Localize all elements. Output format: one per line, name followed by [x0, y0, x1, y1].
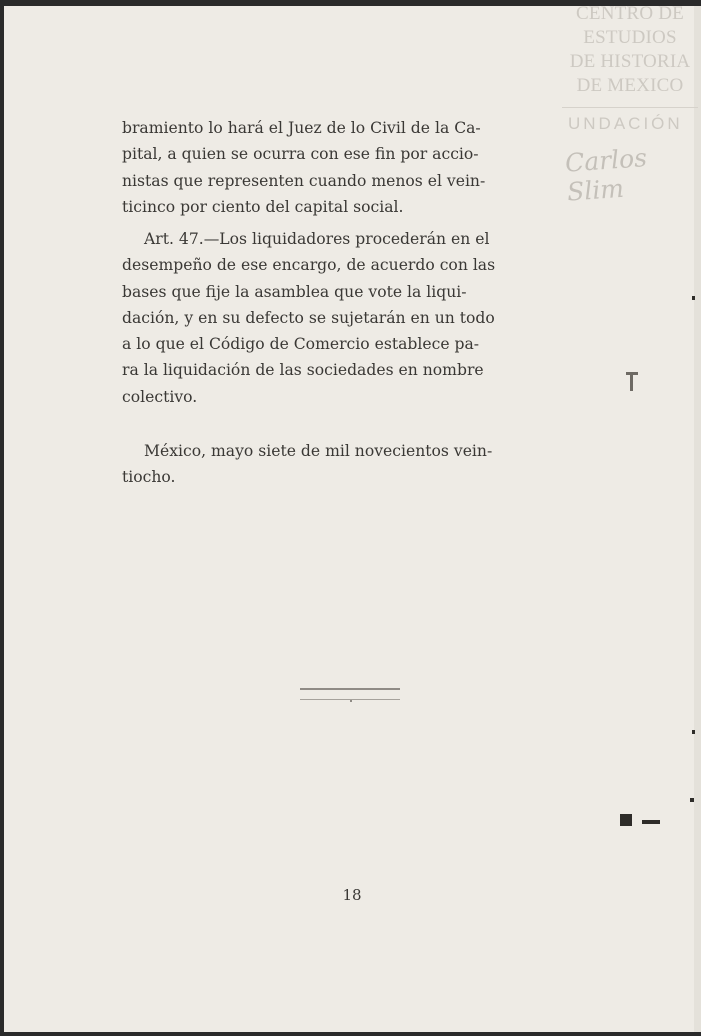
scan-artifact [692, 296, 695, 300]
watermark-line: DE HISTORIA [569, 51, 691, 72]
watermark-signature: Carlos Slim [564, 143, 648, 207]
scan-artifact [692, 730, 695, 734]
text-line: a lo que el Código de Comercio establece pa- [122, 335, 480, 354]
watermark-divider [562, 107, 698, 108]
scan-artifact [630, 375, 633, 391]
scan-artifact [690, 798, 694, 802]
text-line: nistas que representen cuando menos el vein- [122, 171, 486, 190]
text-line: ticinco por ciento del capital social. [122, 197, 404, 216]
text-line: colectivo. [122, 387, 198, 406]
text-line: desempeño de ese encargo, de acuerdo con las [122, 256, 496, 275]
scan-artifact [620, 814, 632, 826]
text-line: Art. 47.—Los liquidadores procederán en el [144, 230, 490, 248]
archive-watermark [560, 2, 700, 98]
watermark-line: DE MEXICO [576, 75, 684, 96]
paragraph-article-47 [122, 226, 582, 410]
text-line: dación, y en su defecto se sujetarán en un todo [122, 308, 495, 327]
text-line: México, mayo siete de mil novecientos vein- [144, 442, 493, 460]
watermark-line: CENTRO DE [576, 3, 684, 24]
section-divider-ornament [300, 688, 400, 700]
paragraph-continuation [122, 115, 582, 220]
watermark-foundation: UNDACIÓN [568, 114, 683, 133]
text-line: bases que fije la asamblea que vote la liqui- [122, 282, 467, 301]
text-line: pital, a quien se ocurra con ese fin por accio- [122, 145, 479, 164]
paragraph-date [122, 438, 582, 491]
page-number: 18 [342, 886, 362, 904]
text-line: tiocho. [122, 468, 176, 487]
bleed-through-text [130, 560, 135, 586]
ornament-dot [350, 700, 352, 702]
text-line: ra la liquidación de las sociedades en nombre [122, 361, 484, 380]
scan-artifact [642, 820, 660, 824]
text-line: bramiento lo hará el Juez de lo Civil de la Ca- [122, 119, 481, 137]
watermark-line: ESTUDIOS [583, 27, 677, 48]
